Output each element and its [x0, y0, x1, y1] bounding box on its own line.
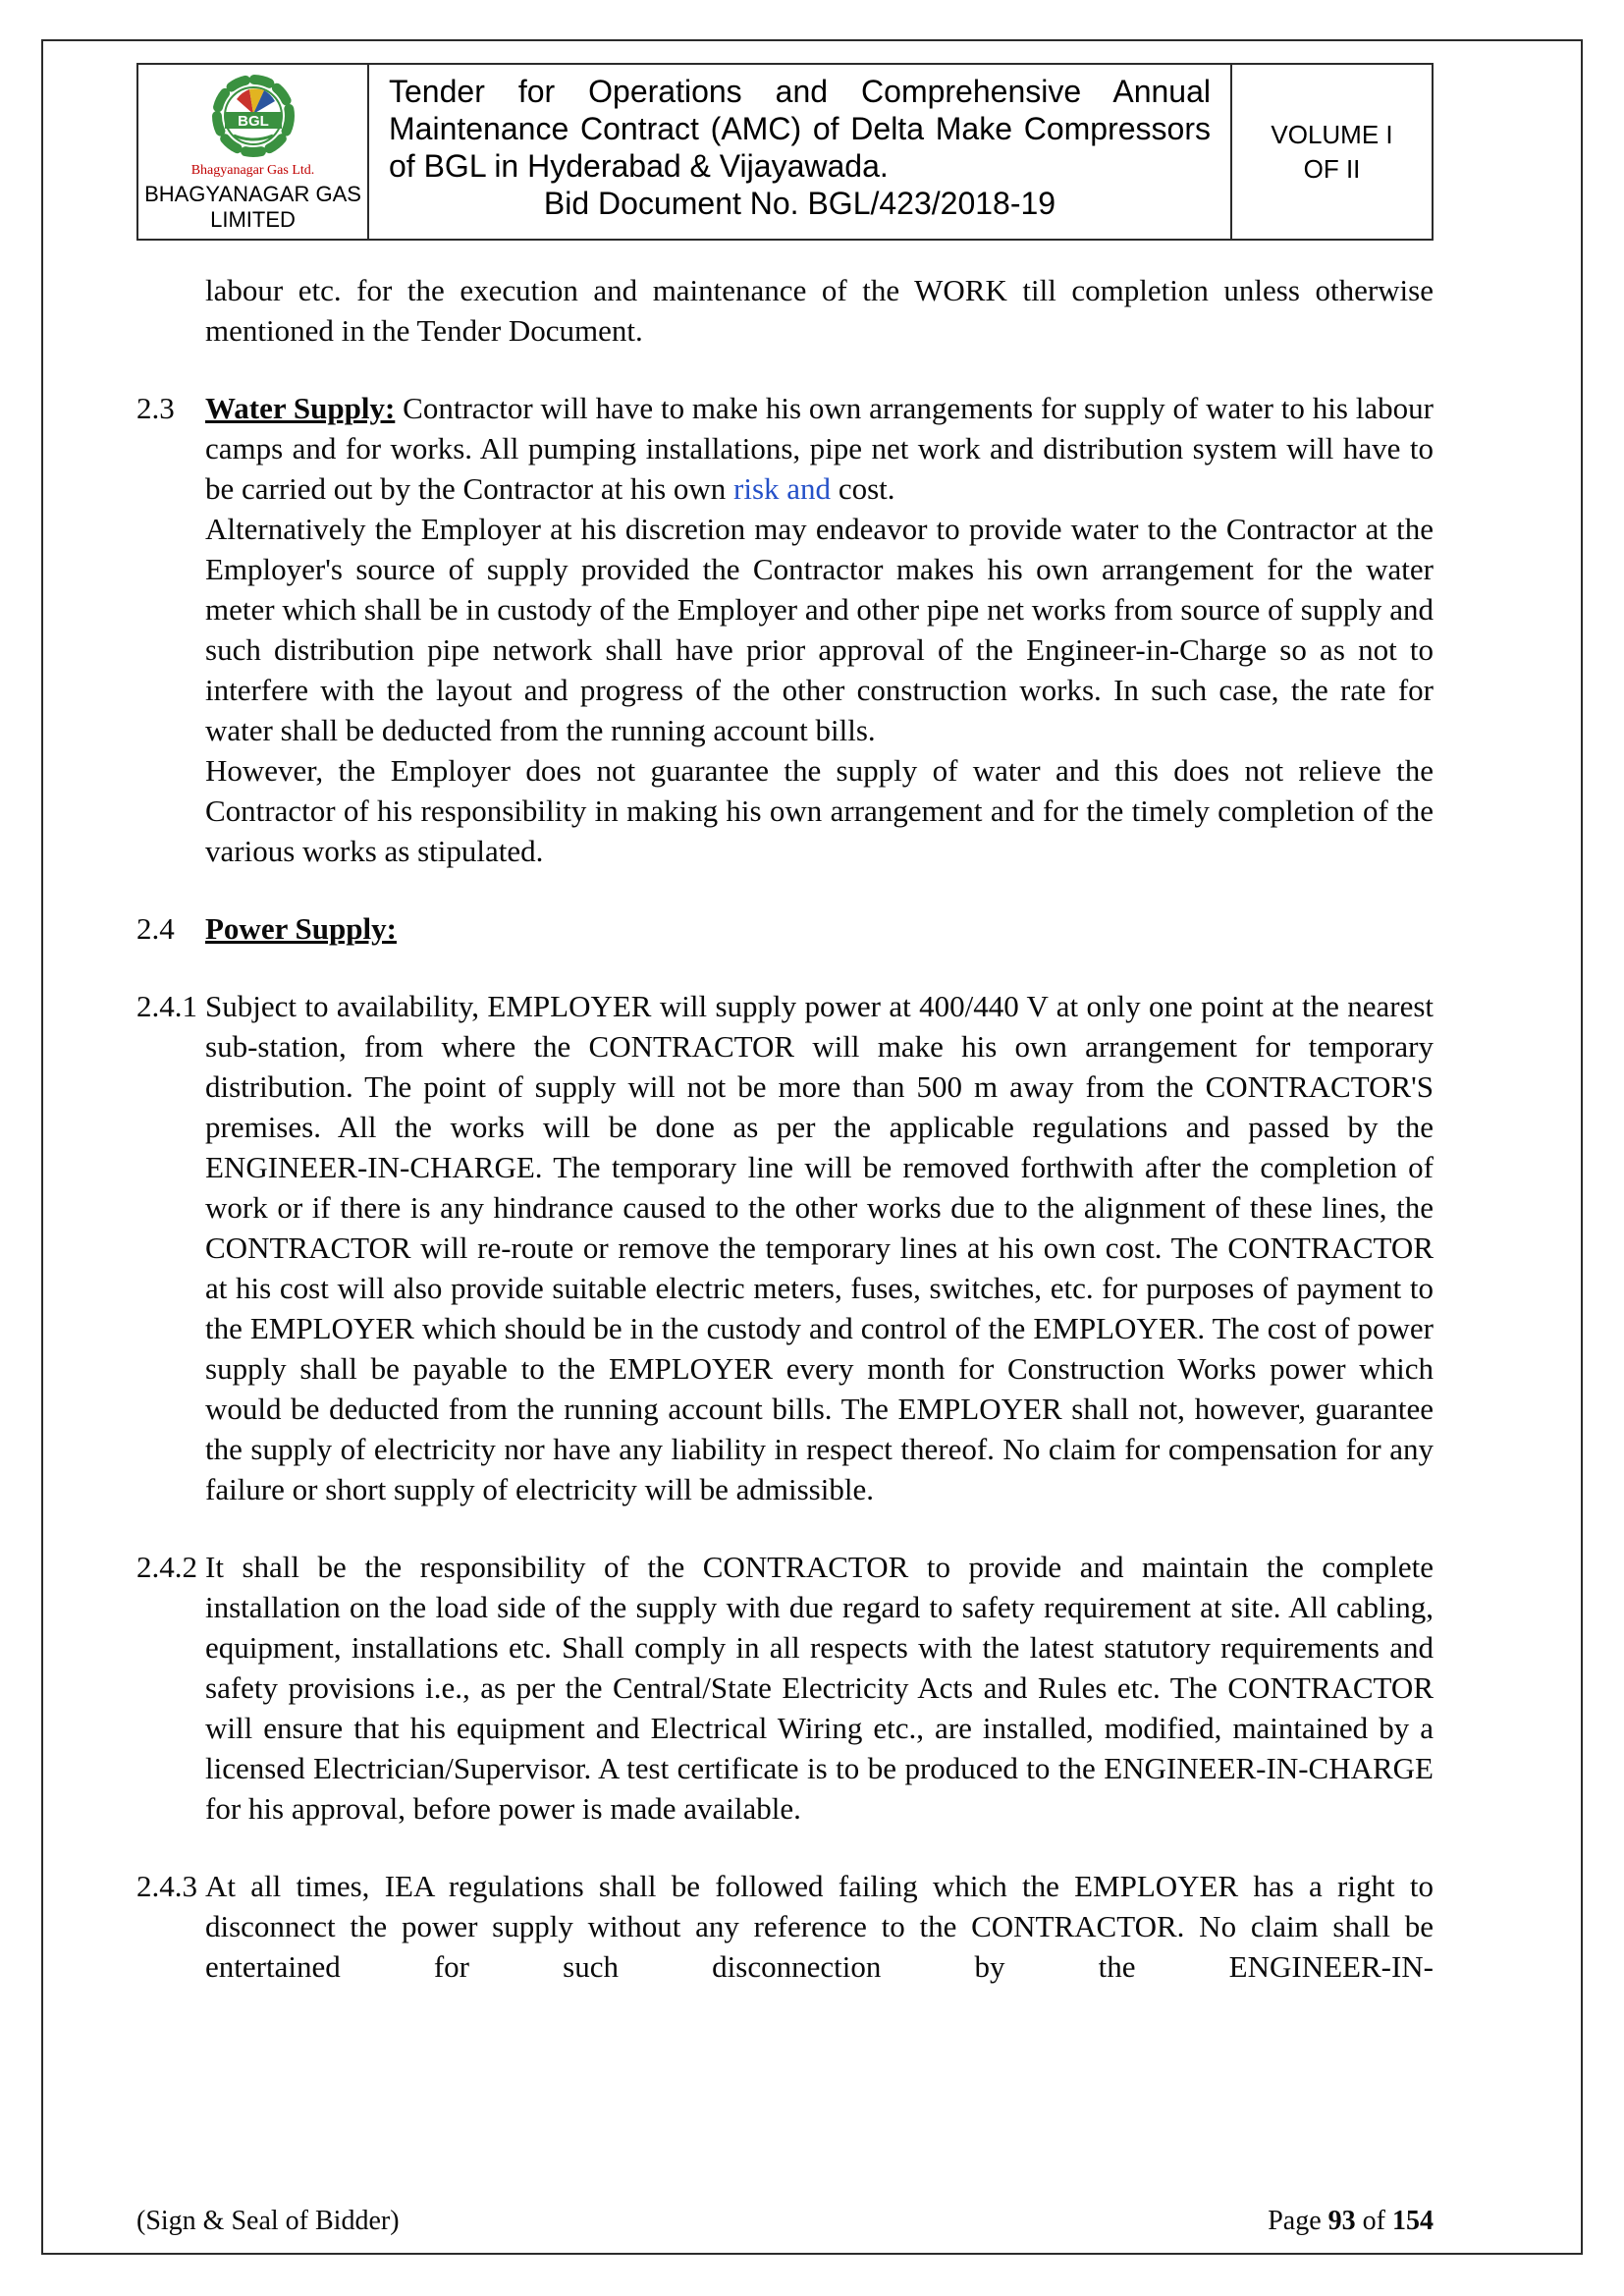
section-2-4-3-number: 2.4.3: [136, 1869, 197, 1904]
intro-paragraph: labour etc. for the execution and maintenance of the WORK till completion unless otherwise mentioned in the Tender Document.: [205, 273, 1434, 349]
page-footer: [136, 2186, 1434, 2241]
document-header-table: [136, 63, 1434, 241]
page-number: 93: [1327, 2206, 1356, 2236]
bid-document-number: Bid Document No. BGL/423/2018-19: [543, 186, 1056, 221]
company-name: [144, 182, 361, 233]
logo-caption: Bhagyanagar Gas Ltd.: [190, 163, 315, 178]
section-2-4-2-text: It shall be the responsibility of the CONTRACTOR to provide and maintain the complete installation on the load side of the supply with due regard to safety requirement at site. All cabling, equipment, installations etc. Shall comply in all respects with the latest statutory requirements and safety provisions i.e., as per the Central/State Electricity Acts and Rules etc. The CONTRACTOR will ensure that his equipment and Electrical Wiring etc., are installed, modified, maintained by a licensed Electrician/Supervisor. A test certificate is to be produced to the ENGINEER-IN-CHARGE for his approval, before power is made available.: [205, 1550, 1434, 1827]
page-word: Page: [1268, 2206, 1322, 2236]
section-2-4-1-number: 2.4.1: [136, 989, 197, 1024]
title-cell: [369, 65, 1230, 239]
volume-line1: VOLUME I: [1271, 119, 1393, 149]
page-border-frame: [41, 39, 1583, 2255]
company-name-line1: BHAGYANAGAR GAS: [144, 182, 361, 207]
section-2-3-para2: Alternatively the Employer at his discretion may endeavor to provide water to the Contractor at the Employer's source of supply provided the Contractor makes his own arrangement for the water meter which shall be in custody of the Employer and other pipe net works from source of supply and such distribution pipe network shall have prior approval of the Engineer-in-Charge so as not to interfere with the layout and progress of the other construction works. In such case, the rate for water shall be deducted from the running account bills.: [205, 512, 1434, 748]
section-2-3-para3: However, the Employer does not guarantee the supply of water and this does not relieve the Contractor of his responsibility in making his own arrangement and for the timely completion of the various works as stipulated.: [205, 753, 1434, 869]
section-2-3-number: 2.3: [136, 391, 175, 426]
section-2-4-number: 2.4: [136, 911, 175, 947]
volume-line2: OF II: [1303, 153, 1361, 184]
section-2-3-text-tail: cost.: [831, 471, 895, 507]
logo-cell: [138, 65, 369, 239]
section-2-4-2: [136, 1547, 1434, 1829]
section-2-4-2-number: 2.4.2: [136, 1550, 197, 1585]
sign-seal-note: (Sign & Seal of Bidder): [136, 2206, 400, 2236]
section-2-3-blue-text: risk and: [733, 471, 832, 507]
section-2-4-heading: Power Supply:: [205, 911, 397, 947]
section-2-4-1-text: Subject to availability, EMPLOYER will supply power at 400/440 V at only one point at the nearest sub-station, from where the CONTRACTOR will make his own arrangement for temporary distribution. The point of supply will not be more than 500 m away from the CONTRACTOR'S premises. All the works will be done as per the applicable regulations and passed by the ENGINEER-IN-CHARGE. The temporary line will be removed forthwith after the completion of work or if there is any hindrance caused to the other works due to the alignment of these lines, the CONTRACTOR will re-route or remove the temporary lines at his own cost. The CONTRACTOR at his cost will also provide suitable electric meters, fuses, switches, etc. for purposes of payment to the EMPLOYER which should be in the custody and control of the EMPLOYER. The cost of power supply shall be payable to the EMPLOYER every month for Construction Works power which would be deducted from the running account bills. The EMPLOYER shall not, however, guarantee the supply of electricity nor have any liability in respect thereof. No claim for compensation for any failure or short supply of electricity will be admissible.: [205, 989, 1434, 1507]
volume-cell: [1230, 65, 1432, 239]
of-word: of: [1362, 2206, 1385, 2236]
company-logo-icon: [204, 71, 302, 165]
section-2-3-text: Contractor will have to make his own arrangements for supply of water to his labour camps and for works. All pumping installations, pipe net work and distribution system will have to be carried out by the Contractor at his own: [205, 391, 1434, 507]
logo-monogram: BGL: [237, 113, 269, 130]
company-name-line2: LIMITED: [210, 207, 296, 233]
page-total: 154: [1392, 2206, 1434, 2236]
document-body: [136, 270, 1434, 1987]
page-indicator: [1268, 2206, 1434, 2237]
section-2-4-1: [136, 986, 1434, 1509]
section-2-4-3: [136, 1866, 1434, 1987]
section-2-3: [136, 388, 1434, 509]
tender-title: Tender for Operations and Comprehensive Annual Maintenance Contract (AMC) of Delta Make Compressors of BGL in Hyderabad & Vijayawada.: [389, 74, 1211, 184]
section-2-3-heading: Water Supply:: [205, 391, 396, 426]
section-2-4-3-text: At all times, IEA regulations shall be followed failing which the EMPLOYER has a right to disconnect the power supply without any reference to the CONTRACTOR. No claim shall be entertained for such disconnection by the ENGINEER-IN-: [205, 1869, 1434, 1985]
section-2-4: [136, 908, 1434, 949]
